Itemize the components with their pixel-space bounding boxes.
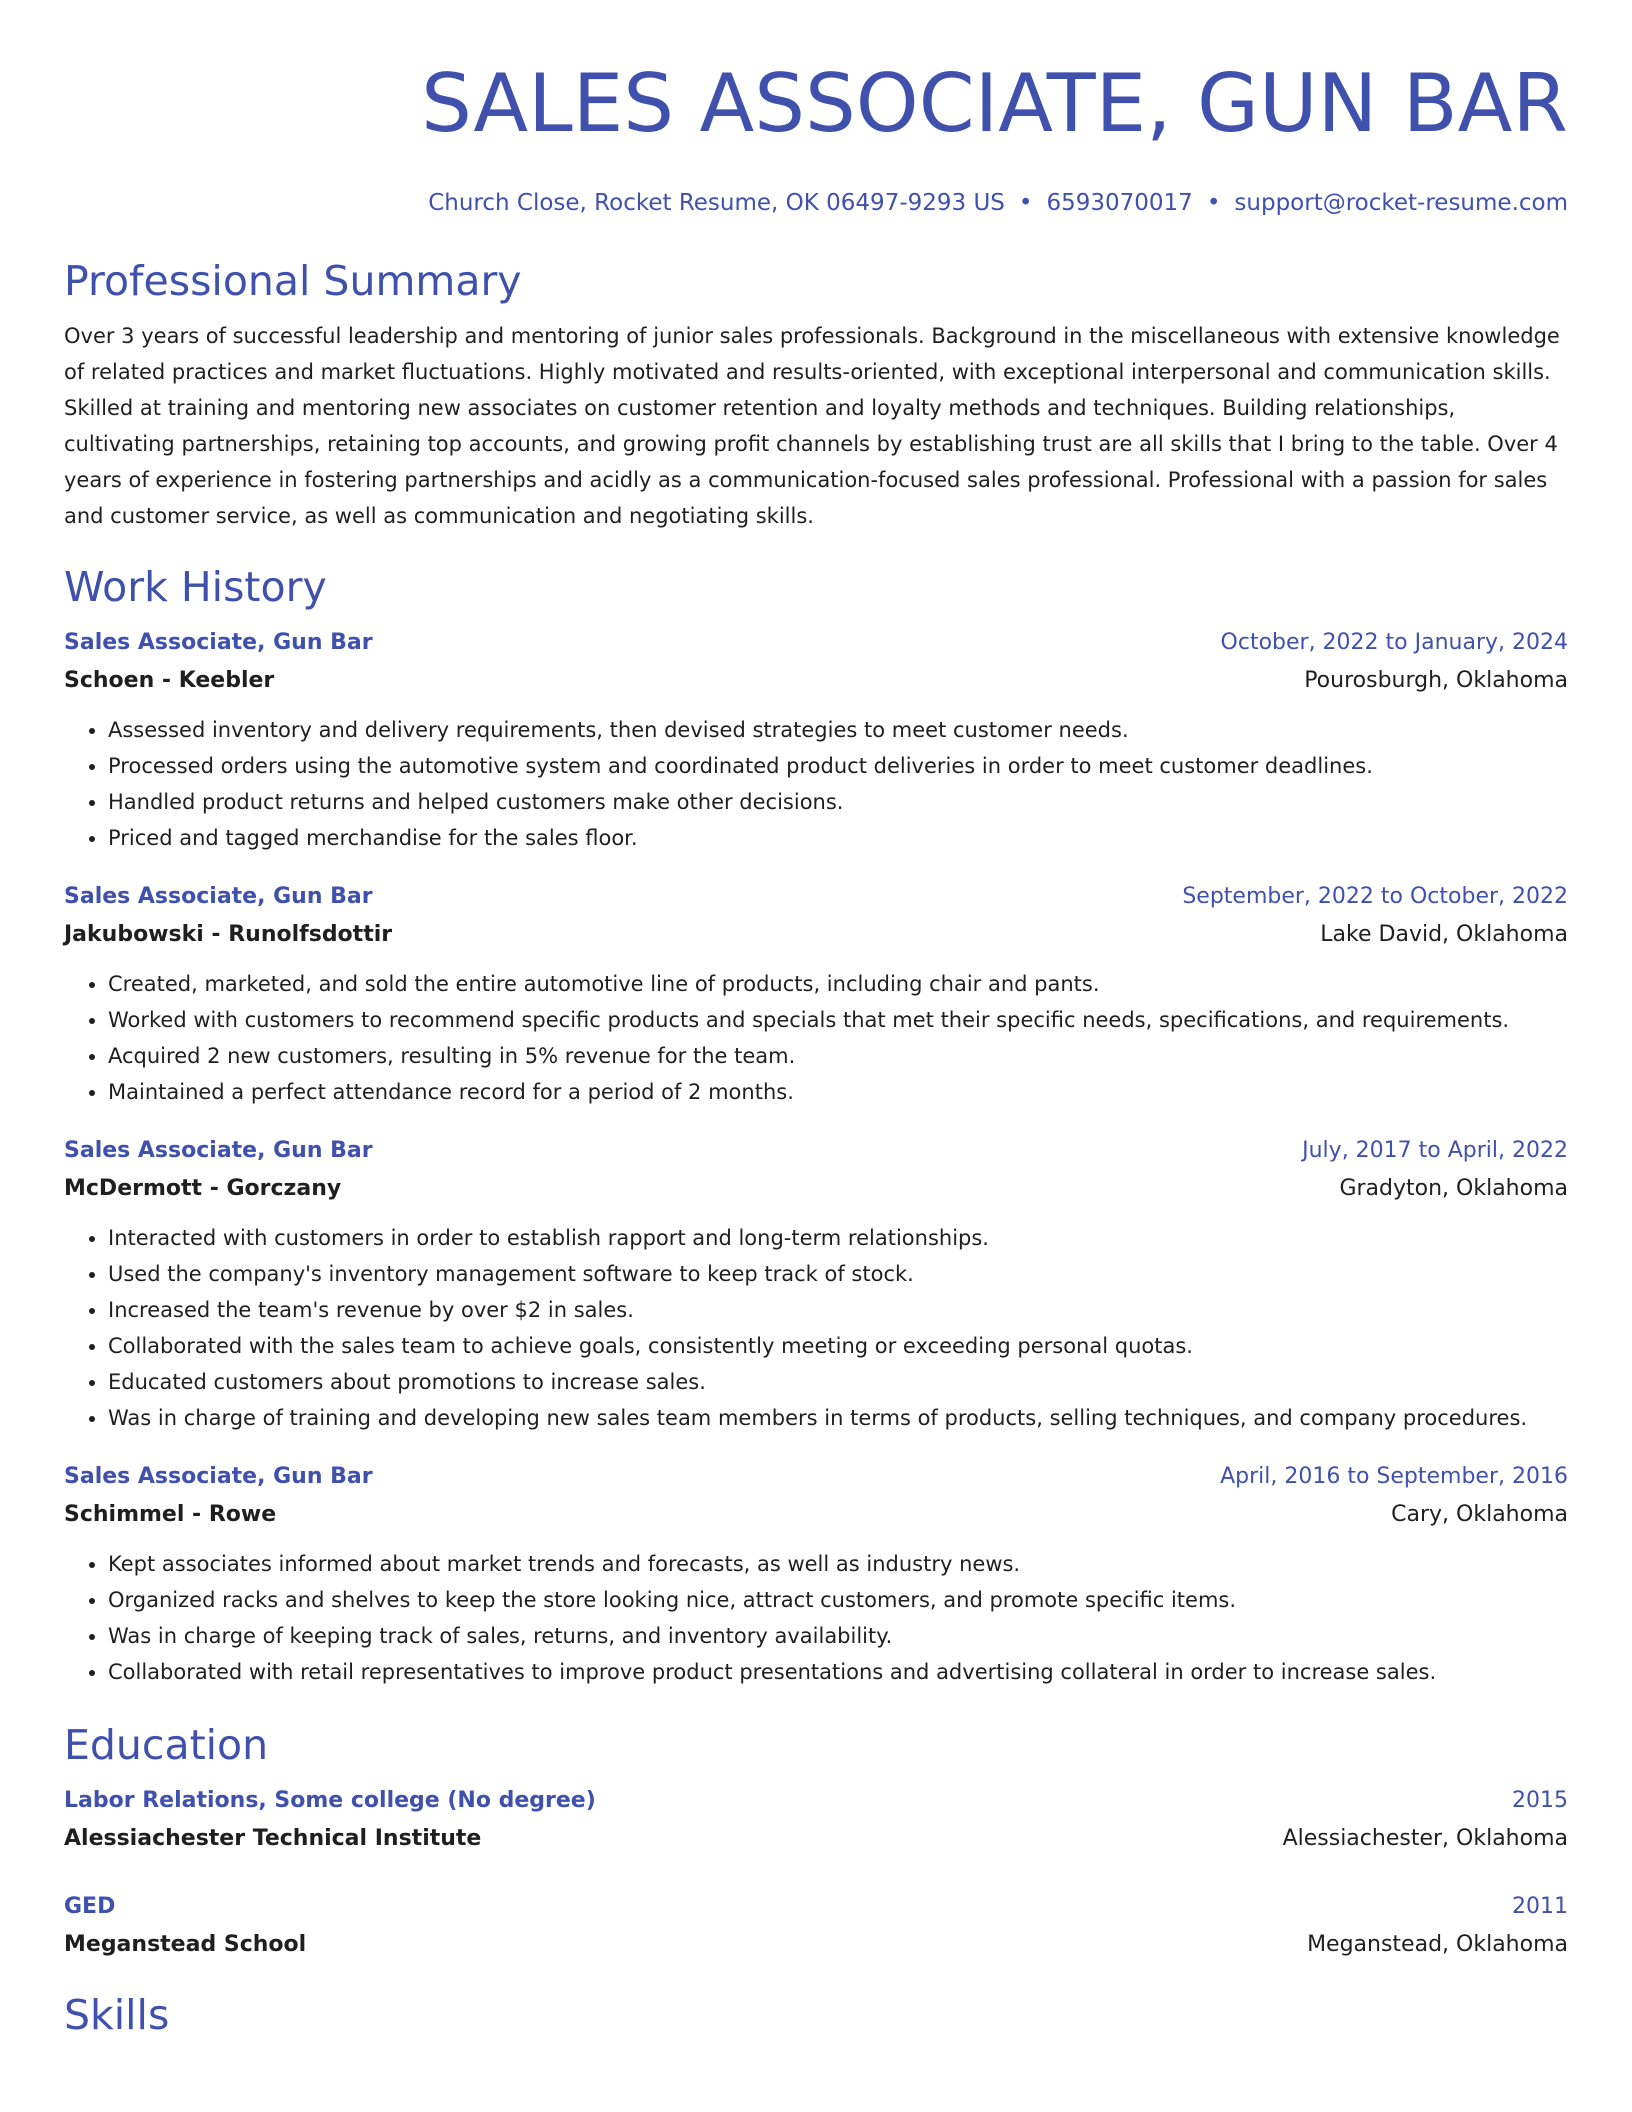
job-dates: July, 2017 to April, 2022	[1302, 1138, 1568, 1163]
job-subheader	[64, 916, 1568, 954]
job-company: Jakubowski - Runolfsdottir	[64, 922, 393, 947]
job-bullets	[64, 712, 1568, 856]
job-title: Sales Associate, Gun Bar	[64, 1464, 373, 1489]
contact-email[interactable]: support@rocket-resume.com	[1234, 190, 1568, 216]
education-year: 2015	[1512, 1788, 1568, 1813]
job-bullet: • Used the company's inventory management software to keep track of stock.	[108, 1256, 1568, 1292]
resume-page	[64, 0, 1568, 2040]
job-entry	[64, 624, 1568, 856]
section-title-work-history: Work History	[64, 563, 327, 611]
education-school: Meganstead School	[64, 1932, 307, 1957]
section-title-summary: Professional Summary	[64, 257, 522, 305]
contact-separator: •	[1018, 190, 1033, 216]
education-year: 2011	[1512, 1894, 1568, 1919]
job-bullet: • Was in charge of keeping track of sales, returns, and inventory availability.	[108, 1618, 1568, 1654]
job-header	[64, 1132, 1568, 1170]
job-title: Sales Associate, Gun Bar	[64, 1138, 373, 1163]
job-entry	[64, 878, 1568, 1110]
section-title-skills: Skills	[64, 1991, 170, 2039]
job-header	[64, 1458, 1568, 1496]
job-bullet: • Acquired 2 new customers, resulting in 5% revenue for the team.	[108, 1038, 1568, 1074]
education-entry	[64, 1782, 1568, 1858]
job-company: Schoen - Keebler	[64, 668, 275, 693]
job-title: Sales Associate, Gun Bar	[64, 630, 373, 655]
job-bullet: • Worked with customers to recommend specific products and specials that met their specific needs, specifications, and requirements.	[108, 1002, 1568, 1038]
job-location: Gradyton, Oklahoma	[1339, 1176, 1568, 1201]
summary-text: Over 3 years of successful leadership and mentoring of junior sales professionals. Background in the miscellaneous with extensive knowledge of related practices and market fluctuations. Highly motivated and results-oriented, with exceptional interpersonal and communication skills. Skilled at training and mentoring new associates on customer retention and loyalty methods and techniques. Building relationships, cultivating partnerships, retaining top accounts, and growing profit channels by establishing trust are all skills that I bring to the table. Over 4 years of experience in fostering partnerships and acidly as a communication-focused sales professional. Professional with a passion for sales and customer service, as well as communication and negotiating skills.	[64, 324, 1560, 528]
education-header	[64, 1888, 1568, 1926]
job-company: Schimmel - Rowe	[64, 1502, 277, 1527]
education-header	[64, 1782, 1568, 1820]
education-degree: GED	[64, 1894, 116, 1919]
education-location: Meganstead, Oklahoma	[1307, 1932, 1568, 1957]
education-school: Alessiachester Technical Institute	[64, 1826, 482, 1851]
contact-phone: 6593070017	[1046, 190, 1193, 216]
education-degree: Labor Relations, Some college (No degree)	[64, 1788, 596, 1813]
contact-line	[64, 188, 1568, 218]
job-header	[64, 878, 1568, 916]
job-entry	[64, 1132, 1568, 1436]
education-subheader	[64, 1820, 1568, 1858]
job-subheader	[64, 662, 1568, 700]
education-entry	[64, 1888, 1568, 1964]
candidate-name: SALES ASSOCIATE, GUN BAR	[421, 57, 1568, 150]
job-bullets	[64, 1220, 1568, 1436]
job-bullet: • Created, marketed, and sold the entire automotive line of products, including chair and pants.	[108, 966, 1568, 1002]
contact-separator: •	[1206, 190, 1221, 216]
job-bullet: • Assessed inventory and delivery requirements, then devised strategies to meet customer needs.	[108, 712, 1568, 748]
job-bullet: • Was in charge of training and developing new sales team members in terms of products, selling techniques, and company procedures.	[108, 1400, 1568, 1436]
job-dates: April, 2016 to September, 2016	[1220, 1464, 1568, 1489]
job-company: McDermott - Gorczany	[64, 1176, 342, 1201]
job-bullets	[64, 1546, 1568, 1690]
job-bullets	[64, 966, 1568, 1110]
job-bullet: • Processed orders using the automotive system and coordinated product deliveries in order to meet customer deadlines.	[108, 748, 1568, 784]
job-bullet: • Organized racks and shelves to keep the store looking nice, attract customers, and promote specific items.	[108, 1582, 1568, 1618]
job-location: Cary, Oklahoma	[1391, 1502, 1568, 1527]
job-bullet: • Handled product returns and helped customers make other decisions.	[108, 784, 1568, 820]
contact-address: Church Close, Rocket Resume, OK 06497-9293 US	[428, 190, 1005, 216]
job-header	[64, 624, 1568, 662]
job-bullet: • Priced and tagged merchandise for the sales floor.	[108, 820, 1568, 856]
job-subheader	[64, 1496, 1568, 1534]
job-bullet: • Maintained a perfect attendance record for a period of 2 months.	[108, 1074, 1568, 1110]
education-location: Alessiachester, Oklahoma	[1282, 1826, 1568, 1851]
section-title-education: Education	[64, 1721, 269, 1769]
job-location: Lake David, Oklahoma	[1320, 922, 1568, 947]
job-bullet: • Increased the team's revenue by over $2 in sales.	[108, 1292, 1568, 1328]
job-bullet: • Collaborated with the sales team to achieve goals, consistently meeting or exceeding personal quotas.	[108, 1328, 1568, 1364]
job-bullet: • Collaborated with retail representatives to improve product presentations and advertising collateral in order to increase sales.	[108, 1654, 1568, 1690]
job-title: Sales Associate, Gun Bar	[64, 884, 373, 909]
job-entry	[64, 1458, 1568, 1690]
job-dates: September, 2022 to October, 2022	[1182, 884, 1568, 909]
job-subheader	[64, 1170, 1568, 1208]
job-location: Pourosburgh, Oklahoma	[1304, 668, 1568, 693]
job-bullet: • Kept associates informed about market trends and forecasts, as well as industry news.	[108, 1546, 1568, 1582]
education-subheader	[64, 1926, 1568, 1964]
job-bullet: • Interacted with customers in order to establish rapport and long-term relationships.	[108, 1220, 1568, 1256]
job-dates: October, 2022 to January, 2024	[1220, 630, 1568, 655]
job-bullet: • Educated customers about promotions to increase sales.	[108, 1364, 1568, 1400]
